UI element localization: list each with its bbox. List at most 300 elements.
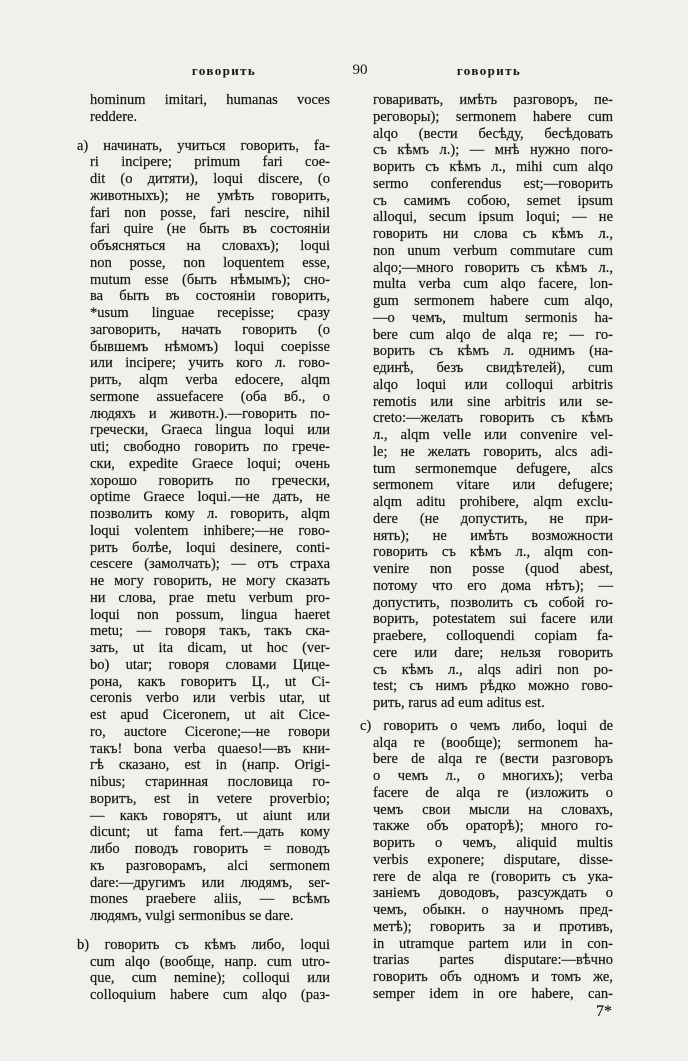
text-line (90, 741, 330, 758)
text-line (90, 339, 330, 356)
line-text: ворить съ кѣмъ л. однимъ (на- (373, 343, 613, 360)
text-line (373, 936, 613, 953)
text-line (90, 875, 330, 892)
line-text: dicunt; ut fama fert.—дать кому (90, 824, 330, 841)
text-line (90, 808, 330, 825)
text-line (90, 970, 330, 987)
text-line (373, 109, 613, 126)
sense-marker: a) (77, 137, 89, 154)
line-text: cere или dare; нельзя говорить (373, 644, 613, 661)
line-text: говорить ни слова съ кѣмъ л., (373, 226, 613, 242)
text-line (373, 952, 613, 969)
line-content (90, 908, 294, 925)
line-text: loqui volentem inhibere;—не гово- (90, 522, 330, 539)
line-text: нять); не имѣть возможности (373, 527, 613, 544)
line-content (90, 171, 330, 188)
line-content (373, 578, 613, 595)
line-content (373, 243, 613, 260)
text-line (373, 494, 613, 511)
text-line (90, 288, 330, 305)
text-line (373, 477, 613, 494)
line-text: чемъ свои мысли на словахъ, (373, 801, 613, 818)
page-number: 90 (352, 62, 368, 78)
line-text: ворить, potestatem sui facere или (373, 611, 613, 628)
line-content (90, 92, 330, 109)
line-content (373, 310, 613, 327)
line-content (373, 936, 613, 953)
text-line (90, 690, 330, 707)
line-text: le; не желать говорить, alcs adi- (373, 443, 613, 460)
line-content (373, 785, 613, 802)
text-line (77, 937, 330, 954)
line-text: чемъ, обыкн. о научномъ пред- (373, 902, 613, 918)
line-content (90, 741, 330, 758)
line-text: реговоры); sermonem habere cum (373, 108, 613, 125)
line-content (373, 662, 613, 679)
line-text: начинать, учиться говорить, fa- (103, 137, 330, 154)
line-text: sermone assuefacere (оба вб., о (90, 388, 330, 405)
text-line (90, 171, 330, 188)
line-content (373, 835, 613, 852)
sense-marker: c) (360, 717, 372, 734)
line-text: bere de alqa re (вести разговоръ (373, 751, 613, 768)
line-content (373, 695, 545, 712)
line-text: gum sermonem habere cum alqo, (373, 293, 613, 309)
line-content (90, 987, 330, 1004)
line-content (90, 970, 330, 987)
text-line (90, 154, 330, 171)
text-line (90, 439, 330, 456)
line-content (373, 327, 613, 344)
line-text: людямъ, vulgi sermonibus se dare. (90, 908, 294, 924)
line-text: говорить съ кѣмъ л., alqm con- (373, 544, 613, 561)
line-content (90, 808, 330, 825)
line-text: либо поводъ говорить = поводъ (90, 841, 330, 857)
line-content (90, 272, 330, 289)
text-line (373, 695, 613, 712)
line-content (373, 477, 613, 494)
line-text: ceronis verbo или verbis utar, ut (90, 690, 330, 707)
line-text: optime Graece loqui.—не дать, не (90, 489, 330, 506)
text-line (90, 305, 330, 322)
line-content (90, 690, 330, 707)
text-line (90, 372, 330, 389)
line-text: съ самимъ собою, semet ipsum (373, 192, 613, 209)
text-line (373, 243, 613, 260)
line-text: multa verba cum alqo facere, lon- (373, 276, 613, 293)
line-text: reddere. (90, 108, 138, 125)
line-text: такъ! bona verba quaeso!—въ кни- (90, 740, 330, 757)
line-text: не могу говорить, не могу сказать (90, 573, 330, 589)
line-text: dere (не допустить, не при- (373, 510, 613, 527)
line-content (373, 735, 613, 752)
text-line (373, 785, 613, 802)
text-line (373, 735, 613, 752)
line-text: рона, какъ говоритъ Ц., ut Ci- (90, 673, 330, 690)
line-text: dit (о дитяти), loqui discere, (о (90, 171, 330, 187)
line-content (373, 611, 613, 628)
line-content (373, 645, 613, 662)
text-line (90, 221, 330, 238)
line-content (90, 506, 330, 523)
text-line (90, 406, 330, 423)
line-content (373, 142, 613, 159)
line-content (373, 494, 613, 511)
line-text: tum sermonemque defugere, alcs (373, 460, 613, 477)
line-content (90, 841, 330, 858)
line-content (90, 774, 330, 791)
line-content (373, 394, 613, 411)
line-content (90, 305, 330, 322)
line-text: бывшемъ нѣмомъ) loqui coepisse (90, 338, 330, 355)
line-content (373, 511, 613, 528)
line-content (90, 439, 330, 456)
line-text: est apud Ciceronem, ut ait Cice- (90, 707, 330, 723)
line-content (90, 406, 330, 423)
continued-text (373, 92, 613, 712)
line-content (90, 109, 137, 126)
line-content (373, 461, 613, 478)
line-text: rere de alqa re (говорить съ ука- (373, 868, 613, 885)
line-text: метѣ); говорить за и противъ, (373, 918, 613, 935)
line-text: говорить о чемъ либо, loqui de (383, 717, 614, 734)
text-line (90, 556, 330, 573)
text-line (373, 209, 613, 226)
line-content (90, 456, 330, 473)
line-content (90, 824, 330, 841)
text-line (90, 824, 330, 841)
line-content (373, 751, 613, 768)
line-text: trarias partes disputare:—вѣчно (373, 952, 613, 969)
line-text: —о чемъ, multum sermonis ha- (373, 309, 613, 326)
text-line (373, 561, 613, 578)
line-content (373, 678, 613, 695)
line-text: ва быть въ состояніи говорить, (90, 288, 330, 305)
text-line (90, 791, 330, 808)
text-line (90, 623, 330, 640)
line-content (373, 293, 613, 310)
text-line (373, 343, 613, 360)
line-text: fari non posse, fari nescire, nihil (90, 204, 330, 221)
text-line (373, 176, 613, 193)
sense-a (77, 137, 330, 925)
running-head-left: говорить (191, 63, 257, 78)
line-content (373, 159, 613, 176)
line-content (77, 138, 330, 155)
text-line (373, 360, 613, 377)
text-line (90, 506, 330, 523)
line-text: говорить объ одномъ и томъ же, (373, 969, 613, 985)
line-content (373, 919, 613, 936)
line-text: semper idem in ore habere, can- (373, 985, 613, 1002)
line-text: ски, expedite Graece loqui; очень (90, 455, 330, 472)
line-content (90, 473, 330, 490)
line-text: praebere, colloquendi copiam fa- (373, 628, 613, 644)
text-line (373, 919, 613, 936)
line-content (90, 288, 330, 305)
line-content (90, 540, 330, 557)
line-text: bere cum alqo de alqa re; — го- (373, 326, 613, 343)
text-line (90, 891, 330, 908)
line-content (373, 126, 613, 143)
text-line (373, 768, 613, 785)
text-line (90, 272, 330, 289)
line-text: говорить съ кѣмъ либо, loqui (104, 936, 331, 953)
line-text: къ разговорамъ, alci sermonem (90, 857, 330, 874)
text-line (373, 595, 613, 612)
line-text: рить, alqm verba edocere, alqm (90, 372, 330, 388)
text-line (90, 92, 330, 109)
text-line (373, 645, 613, 662)
text-line (373, 461, 613, 478)
line-content (90, 623, 330, 640)
text-line (90, 205, 330, 222)
line-text: рить, rarus ad eum aditus est. (373, 695, 545, 711)
line-text: л., alqm velle или convenire vel- (373, 427, 613, 443)
line-text: *usum linguae recepisse; сразу (90, 305, 330, 321)
line-content (90, 891, 330, 908)
text-line (77, 138, 330, 155)
line-text: test; съ нимъ рѣдко можно гово- (373, 678, 613, 695)
line-text: гѣ сказано, est in (напр. Origi- (90, 757, 330, 774)
line-text: позволить кому л. говорить, alqm (90, 506, 330, 522)
line-content (373, 544, 613, 561)
text-line (373, 410, 613, 427)
text-line (90, 858, 330, 875)
line-content (90, 372, 330, 389)
line-content (90, 339, 330, 356)
line-text: metu; — говоря такъ, такъ ска- (90, 623, 330, 640)
text-line (373, 835, 613, 852)
line-text: nibus; старинная пословица го- (90, 774, 330, 790)
line-text: sermonem vitare или defugere; (373, 477, 613, 494)
text-line (90, 590, 330, 607)
line-content (90, 238, 330, 255)
text-line (90, 908, 330, 925)
line-content (373, 92, 613, 109)
line-text: mones praebere aliis, — всѣмъ (90, 891, 330, 908)
line-content (373, 343, 613, 360)
line-text: verbis exponere; disputare, disse- (373, 851, 613, 868)
line-text: fari quire (не быть въ состояніи (90, 221, 330, 238)
text-line (373, 885, 613, 902)
text-line (373, 260, 613, 277)
line-text: или incipere; учить кого л. гово- (90, 355, 330, 372)
line-text: объясняться на словахъ); loqui (90, 238, 330, 254)
text-line (373, 902, 613, 919)
line-content (90, 657, 330, 674)
line-content (77, 937, 330, 954)
running-head-right: говорить (456, 63, 522, 78)
text-line (90, 774, 330, 791)
line-content (90, 355, 330, 372)
text-line (373, 327, 613, 344)
text-line (373, 852, 613, 869)
text-line (373, 751, 613, 768)
text-line (90, 987, 330, 1004)
line-content (373, 628, 613, 645)
line-content (90, 791, 330, 808)
line-content (373, 410, 613, 427)
text-line (373, 293, 613, 310)
line-content (373, 260, 613, 277)
line-text: in utramque partem или in con- (373, 935, 613, 952)
text-line (373, 628, 613, 645)
text-line (90, 954, 330, 971)
text-line (90, 109, 330, 126)
line-text: — какъ говорятъ, ut aiunt или (90, 807, 330, 824)
line-content (373, 276, 613, 293)
text-line (373, 92, 613, 109)
text-line (90, 473, 330, 490)
line-text: facere de alqa re (изложить о (373, 784, 613, 801)
line-content (90, 489, 330, 506)
line-content (90, 556, 330, 573)
line-content (90, 724, 330, 741)
text-line (373, 142, 613, 159)
line-content (90, 707, 330, 724)
line-content (90, 154, 330, 171)
line-content (373, 528, 613, 545)
line-content (360, 718, 613, 735)
text-line (90, 640, 330, 657)
line-content (373, 869, 613, 886)
line-content (373, 193, 613, 210)
line-text: hominum imitari, humanas voces (90, 92, 330, 108)
text-line (90, 523, 330, 540)
text-line (373, 528, 613, 545)
text-line (373, 427, 613, 444)
line-text: non posse, non loquentem esse, (90, 254, 330, 271)
line-text: mutum esse (быть нѣмымъ); сно- (90, 271, 330, 288)
line-text: ri incipere; primum fari coe- (90, 154, 330, 171)
text-line (373, 226, 613, 243)
line-text: uti; свободно говорить по грече- (90, 439, 330, 455)
text-line (373, 969, 613, 986)
line-text: que, cum nemine); colloqui или (90, 970, 330, 987)
line-text: о чемъ л., о многихъ); verba (373, 768, 613, 784)
line-text: bo) utar; говоря словами Цице- (90, 656, 330, 673)
line-text: съ кѣмъ л.); — мнѣ нужно пого- (373, 142, 613, 159)
line-content (90, 422, 330, 439)
line-text: sermo conferendus est;—говорить (373, 175, 613, 192)
line-content (373, 595, 613, 612)
line-text: зать, ut ita dicam, ut hoc (ver- (90, 640, 330, 656)
line-text: хорошо говорить по гречески, (90, 472, 330, 489)
text-line (90, 607, 330, 624)
text-line (373, 276, 613, 293)
line-content (90, 255, 330, 272)
line-content (373, 209, 613, 226)
line-text: гречески, Graeca lingua loqui или (90, 422, 330, 439)
text-line (90, 674, 330, 691)
text-line (90, 841, 330, 858)
text-line (373, 444, 613, 461)
line-text: рить болѣе, loqui desinere, conti- (90, 539, 330, 556)
line-text: alqo loqui или colloqui arbitris (373, 376, 613, 393)
line-content (373, 360, 613, 377)
line-text: людяхъ и животн.).—говорить по- (90, 405, 330, 422)
line-text: потому что его дома нѣтъ); — (373, 577, 613, 594)
line-content (90, 858, 330, 875)
right-column (360, 92, 614, 1003)
text-line (90, 422, 330, 439)
text-line (90, 322, 330, 339)
line-text: заніемъ доводовъ, разсуждать о (373, 885, 613, 902)
line-content (90, 573, 330, 590)
text-line (90, 355, 330, 372)
text-line (90, 757, 330, 774)
text-line (373, 818, 613, 835)
sense-marker: b) (77, 936, 90, 953)
text-line (90, 188, 330, 205)
text-line (90, 657, 330, 674)
line-content (90, 221, 330, 238)
text-line (373, 802, 613, 819)
line-content (373, 561, 613, 578)
text-line (90, 255, 330, 272)
sense-b (77, 936, 331, 1004)
text-line (373, 544, 613, 561)
line-text: ворить съ кѣмъ л., mihi cum alqo (373, 159, 613, 175)
line-text: допустить, позволить съ собой го- (373, 594, 613, 611)
text-line (90, 707, 330, 724)
line-content (90, 875, 330, 892)
line-text: alloqui, secum ipsum loqui; — не (373, 209, 613, 226)
text-line (373, 377, 613, 394)
sense-c (360, 717, 614, 1003)
text-line (373, 310, 613, 327)
line-content (373, 885, 613, 902)
line-content (90, 322, 330, 339)
text-line (360, 718, 613, 735)
line-text: remotis или sine arbitris или se- (373, 393, 613, 410)
line-content (90, 188, 330, 205)
line-text: alqm aditu prohibere, alqm exclu- (373, 494, 613, 510)
text-line (373, 159, 613, 176)
text-line (373, 578, 613, 595)
line-text: alqa re (вообще); sermonem ha- (373, 734, 613, 751)
line-text: заговорить, начать говорить (о (90, 321, 330, 338)
line-text: creto:—желать говорить съ кѣмъ (373, 410, 613, 427)
line-content (90, 590, 330, 607)
text-line (90, 489, 330, 506)
signature-mark: 7* (596, 1003, 612, 1020)
text-line (90, 573, 330, 590)
text-line (373, 511, 613, 528)
line-text: colloquium habere cum alqo (раз- (90, 987, 330, 1003)
text-line (373, 869, 613, 886)
line-content (373, 176, 613, 193)
line-content (90, 674, 330, 691)
text-line (373, 193, 613, 210)
line-content (373, 969, 613, 986)
left-column (77, 92, 331, 1004)
line-text: также объ ораторѣ); много го- (373, 818, 613, 835)
text-line (90, 540, 330, 557)
line-content (90, 640, 330, 657)
text-line (90, 389, 330, 406)
line-content (373, 427, 613, 444)
line-text: воритъ, est in vetere proverbio; (90, 790, 330, 807)
line-content (90, 954, 330, 971)
text-line (373, 662, 613, 679)
continued-text (90, 92, 330, 126)
text-line (373, 126, 613, 143)
line-content (373, 952, 613, 969)
line-text: cescere (замолчать); — отъ страха (90, 556, 330, 573)
line-text: животныхъ); не умѣть говорить, (90, 187, 330, 204)
